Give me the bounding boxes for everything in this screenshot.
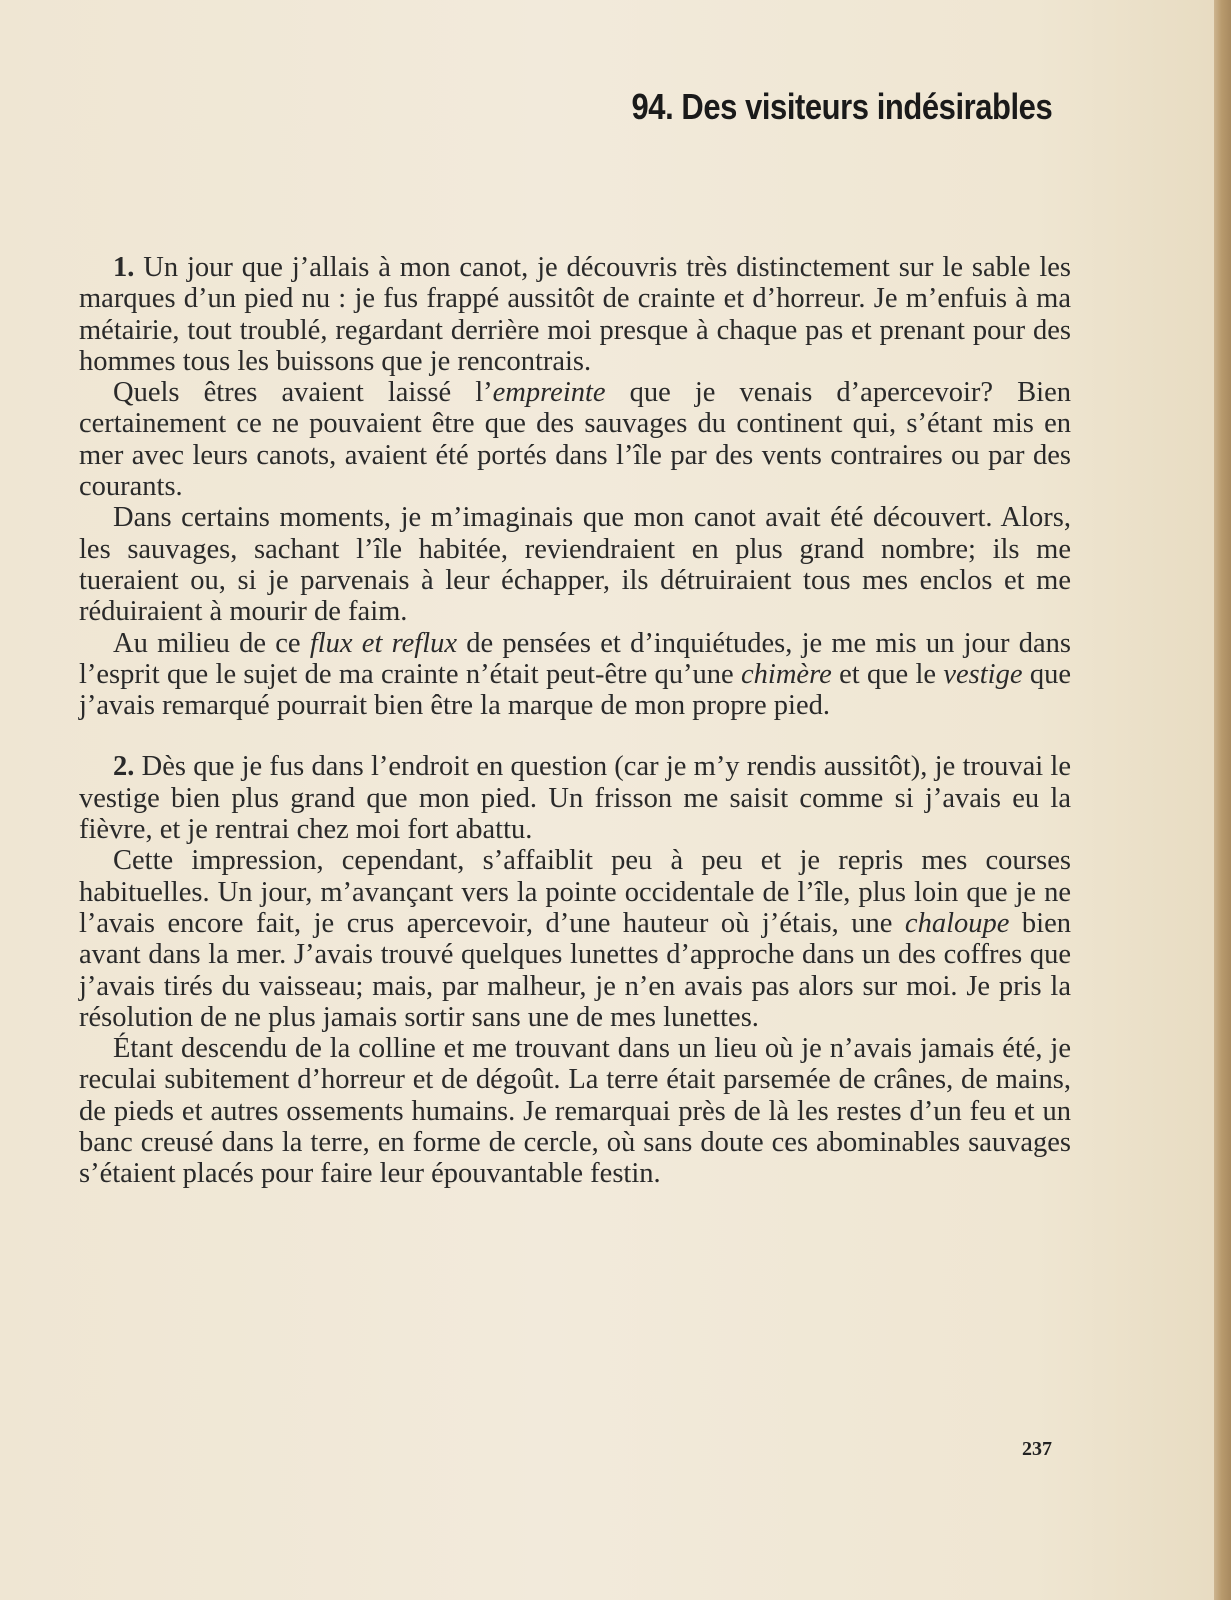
page-number: 237 xyxy=(1022,1438,1052,1460)
text-run: Au milieu de ce xyxy=(113,627,310,659)
paragraph xyxy=(79,628,1071,722)
text-run: que je venais d’apercevoir? Bien certainement ce ne pouvaient être que des sauvages du continent qui, s’étant mis en mer avec leurs canots, avaient été portés dans l’île par des vents contraires ou par des courants. xyxy=(79,377,1071,503)
paragraph xyxy=(79,502,1071,627)
text-run: bien avant dans la mer. J’avais trouvé quelques lunettes d’approche dans un des coffres que j’avais tirés du vaisseau; mais, par malheur, je n’en avais pas alors sur moi. Je pris la résolution de ne plus jamais sortir sans une de mes lunettes. xyxy=(79,907,1071,1033)
text-run: Un jour que j’allais à mon canot, je découvris très distinctement sur le sable les marques d’un pied nu : je fus frappé aussitôt de crainte et d’horreur. Je m’enfuis à ma métairie, tout troublé, regardant derrière moi presque à chaque pas et prenant pour des hommes tous les buissons que je rencontrais. xyxy=(79,252,1071,377)
paragraph xyxy=(79,1033,1071,1189)
text-run: Cette impression, cependant, s’affaiblit peu à peu et je repris mes courses habituelles. Un jour, m’avançant vers la pointe occidentale de l’île, plus loin que je ne l’avais encore fait, je crus apercevoir, d’une hauteur où j’étais, une xyxy=(79,845,1071,939)
page-edge xyxy=(1214,0,1231,1600)
italic-term: vestige xyxy=(943,658,1023,690)
text-run: et que le xyxy=(831,658,944,690)
paragraph xyxy=(79,845,1071,1033)
section-1 xyxy=(79,252,1071,721)
italic-term: chimère xyxy=(741,658,832,690)
text-run: Dans certains moments, je m’imaginais que mon canot avait été découvert. Alors, les sauvages, sachant l’île habitée, reviendraient en plus grand nombre; ils me tueraient ou, si je parvenais à leur échapper, ils détruiraient tous mes enclos et me réduiraient à mourir de faim. xyxy=(79,502,1071,628)
italic-term: flux et reflux xyxy=(309,627,458,659)
paragraph xyxy=(79,377,1071,502)
text-run: de pensées et d’inquiétudes, je me mis un jour dans l’esprit que le sujet de ma crainte n’était peut-être qu’une xyxy=(79,627,1071,690)
page-title: 94. Des visiteurs indésirables xyxy=(631,86,1052,127)
italic-term: chaloupe xyxy=(904,907,1010,939)
page-body xyxy=(79,252,1071,1190)
section-number: 2. xyxy=(113,751,135,783)
text-run: Quels êtres avaient laissé l’ xyxy=(113,377,493,409)
text-run: Étant descendu de la colline et me trouvant dans un lieu où je n’avais jamais été, je reculai subitement d’horreur et de dégoût. La terre était parsemée de crânes, de mains, de pieds et autres ossements humains. Je remarquai près de là les restes d’un feu et un banc creusé dans la terre, en forme de cercle, où sans doute ces abominables sauvages s’étaient placés pour faire leur épouvantable festin. xyxy=(79,1033,1071,1190)
italic-term: empreinte xyxy=(492,377,606,409)
paragraph xyxy=(79,252,1071,377)
text-run: Dès que je fus dans l’endroit en question (car je m’y rendis aussitôt), je trouvai le vestige bien plus grand que mon pied. Un frisson me saisit comme si j’avais eu la fièvre, et je rentrai chez moi fort abattu. xyxy=(79,751,1071,846)
paragraph xyxy=(79,751,1071,845)
section-number: 1. xyxy=(113,252,135,283)
text-run: que j’avais remarqué pourrait bien être la marque de mon propre pied. xyxy=(79,658,1071,722)
section-2 xyxy=(79,751,1071,1189)
